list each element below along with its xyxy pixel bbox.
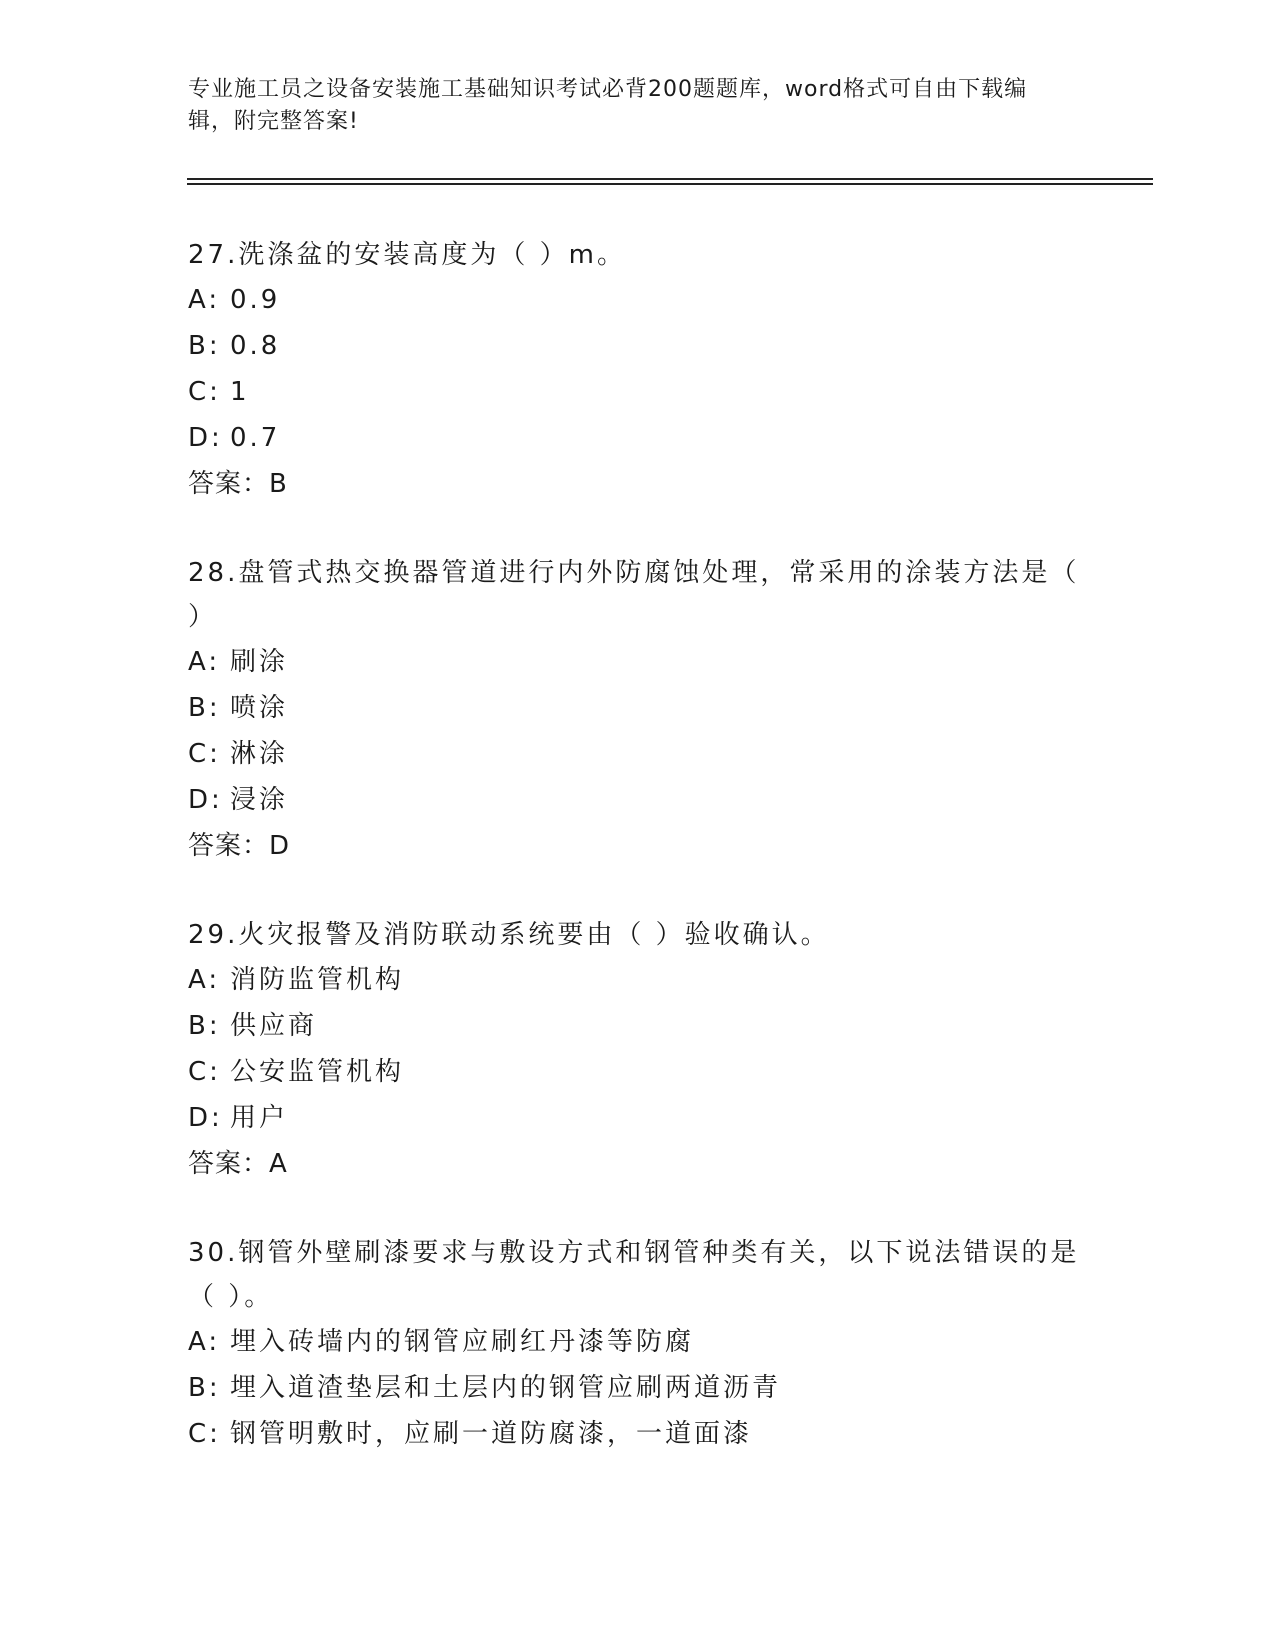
option-letter: A: xyxy=(188,285,221,315)
option-text: 公安监管机构 xyxy=(230,1057,405,1087)
question-stem: 29.火灾报警及消防联动系统要由（ ）验收确认。 xyxy=(188,920,830,950)
option-letter: A: xyxy=(188,647,221,677)
option-letter: D: xyxy=(188,1103,223,1133)
question-28 xyxy=(188,551,1088,869)
option-c xyxy=(188,1049,1088,1095)
option-text: 消防监管机构 xyxy=(230,965,405,995)
option-b xyxy=(188,1003,1088,1049)
option-b xyxy=(188,323,1088,369)
option-text: 淋涂 xyxy=(230,739,289,769)
option-text: 浸涂 xyxy=(230,785,289,815)
option-text: 供应商 xyxy=(230,1011,318,1041)
question-30 xyxy=(188,1231,1088,1457)
option-a xyxy=(188,957,1088,1003)
option-a xyxy=(188,639,1088,685)
option-text: 0.9 xyxy=(230,285,281,315)
option-text: 埋入道渣垫层和土层内的钢管应刷两道沥青 xyxy=(230,1373,782,1403)
option-letter: A: xyxy=(188,1327,221,1357)
option-a xyxy=(188,1319,1088,1365)
option-text: 钢管明敷时，应刷一道防腐漆，一道面漆 xyxy=(230,1419,753,1449)
option-letter: B: xyxy=(188,1011,221,1041)
answer-line: 答案：A xyxy=(188,1149,288,1179)
header-divider-top xyxy=(187,178,1153,180)
question-stem: 30.钢管外壁刷漆要求与敷设方式和钢管种类有关，以下说法错误的是（ ）。 xyxy=(188,1238,1080,1312)
option-text: 1 xyxy=(230,377,250,407)
answer-line: 答案：B xyxy=(188,469,288,499)
option-letter: C: xyxy=(188,1419,221,1449)
option-letter: A: xyxy=(188,965,221,995)
question-27 xyxy=(188,233,1088,507)
option-c xyxy=(188,731,1088,777)
option-letter: C: xyxy=(188,739,221,769)
option-c xyxy=(188,1411,1088,1457)
option-text: 埋入砖墙内的钢管应刷红丹漆等防腐 xyxy=(230,1327,695,1357)
option-d xyxy=(188,415,1088,461)
option-text: 用户 xyxy=(230,1103,289,1133)
option-text: 0.7 xyxy=(230,423,281,453)
question-29 xyxy=(188,913,1088,1187)
document-header: 专业施工员之设备安装施工基础知识考试必背200题题库，word格式可自由下载编辑，附完整答案! xyxy=(188,77,1028,134)
option-text: 刷涂 xyxy=(230,647,289,677)
option-letter: D: xyxy=(188,423,223,453)
option-letter: B: xyxy=(188,331,221,361)
option-a xyxy=(188,277,1088,323)
option-d xyxy=(188,777,1088,823)
answer-line: 答案：D xyxy=(188,831,291,861)
question-list xyxy=(188,233,1088,1501)
option-text: 喷涂 xyxy=(230,693,289,723)
option-letter: C: xyxy=(188,1057,221,1087)
option-b xyxy=(188,685,1088,731)
question-stem: 28.盘管式热交换器管道进行内外防腐蚀处理，常采用的涂装方法是（ ） xyxy=(188,558,1080,632)
header-divider-bottom xyxy=(187,183,1153,185)
option-letter: C: xyxy=(188,377,221,407)
option-text: 0.8 xyxy=(230,331,281,361)
option-letter: B: xyxy=(188,693,221,723)
option-letter: B: xyxy=(188,1373,221,1403)
option-c xyxy=(188,369,1088,415)
option-b xyxy=(188,1365,1088,1411)
option-letter: D: xyxy=(188,785,223,815)
question-stem: 27.洗涤盆的安装高度为（ ）m。 xyxy=(188,240,626,270)
option-d xyxy=(188,1095,1088,1141)
